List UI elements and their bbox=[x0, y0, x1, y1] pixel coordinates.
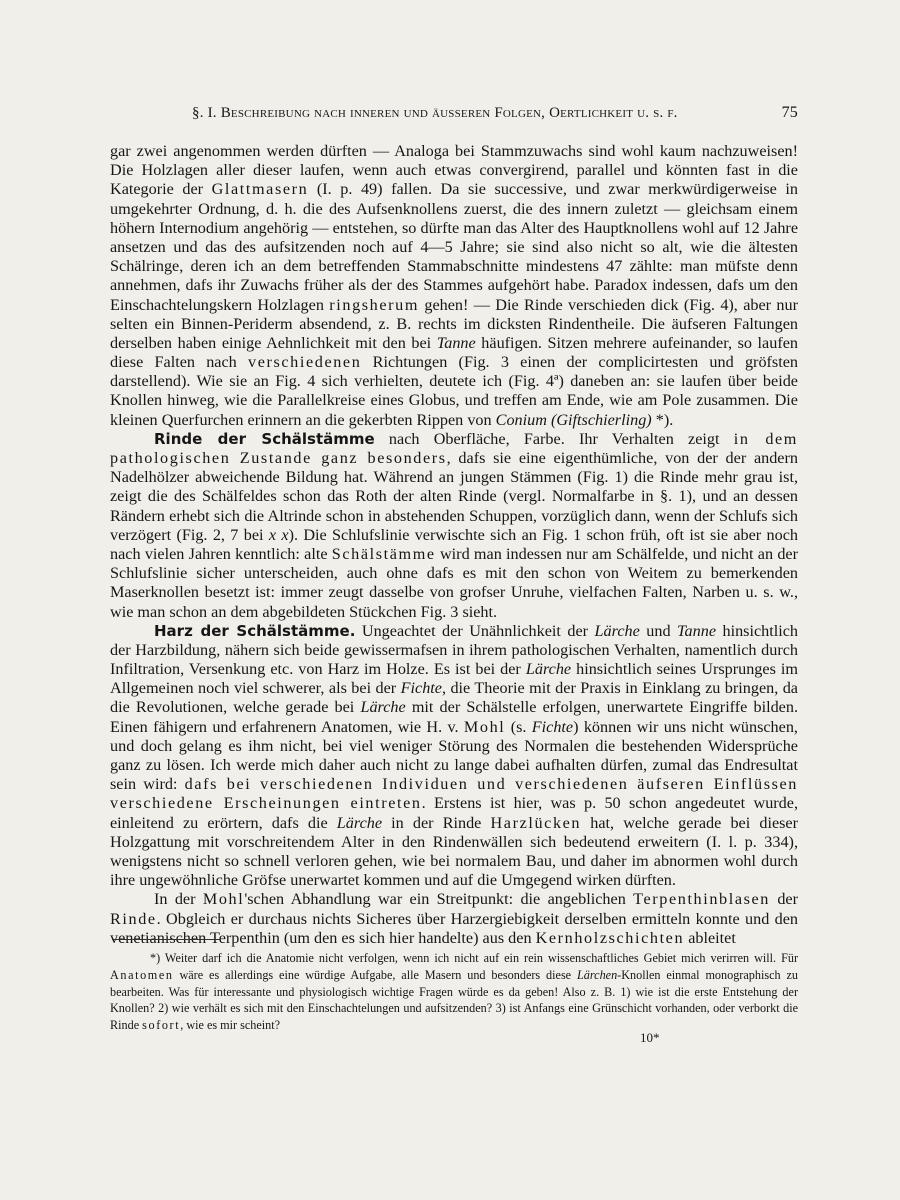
section-heading-harz: Harz der Schälstämme. bbox=[154, 621, 356, 640]
paragraph-3: Harz der Schälstämme. Ungeachtet der Unähnlichkeit der Lärche und Tanne hinsichtlich der Harzbildung, nähern sich beide gewissermafsen in ihrem pathologischen Verhalten, namentlich durch Infiltration, Versenkung etc. von Harz im Holze. Es ist bei der Lärche hinsichtlich seines Ursprunges im Allgemeinen noch viel schwerer, als bei der Fichte, die Theorie mit der Praxis in Einklang zu bringen, da die Revolutionen, welche gerade bei Lärche mit der Schälstelle erfolgen, unerwartete Eingriffe bilden. Einen fähigern und erfahrenern Anatomen, wie H. v. Mohl (s. Fichte) können wir uns nicht wünschen, und doch gelang es ihm nicht, bei viel weniger Störung des Normalen die bestehenden Widersprüche ganz zu lösen. Ich werde mich daher auch nicht zu lange dabei aufhalten dürfen, zumal das Endresultat sein wird: dafs bei verschiedenen Individuen und verschiedenen äufseren Einflüssen verschiedene Erscheinungen eintreten. Erstens ist hier, was p. 50 schon angedeutet wurde, einleitend zu erörtern, dafs die Lärche in der Rinde Harzlücken hat, welche gerade bei dieser Holzgattung mit vorschreitendem Alter in den Rindenwällen sich bedeutend erweitern (I. l. p. 334), wenigstens nicht so schnell verloren gehen, wie bei normalem Bau, und daher im abnormen wohl durch ihre ungewöhnliche Gröfse unerwartet kommen und auf die Umgegend wirken dürften. bbox=[110, 621, 799, 890]
main-text bbox=[110, 142, 798, 948]
paragraph-1: gar zwei angenommen werden dürften — Analoga bei Stammzuwachs sind wohl kaum nachzuweisen! Die Holzlagen aller dieser laufen, wenn auch etwas convergirend, parallel und könnten fast in die Kategorie der Glattmasern (I. p. 49) fallen. Da sie successive, und zwar merkwürdigerweise in umgekehrter Ordnung, d. h. die des Aufsenknollens zuerst, die des innern zuletzt — gleichsam einem höhern Internodium angehörig — entstehen, so dürfte man das Alter des Hauptknollens wohl auf 12 Jahre ansetzen und das des aufsitzenden noch auf 4—5 Jahre; sie sind also nicht so alt, wie die ältesten Schälringe, deren ich an dem betreffenden Stammabschnitte mindestens 47 zählte: man müfste denn annehmen, dafs ihr Zuwachs früher als der des Stammes aufgehört habe. Paradox indessen, dafs um den Einschachtelungskern Holzlagen ringsherum gehen! — Die Rinde verschieden dick (Fig. 4), aber nur selten ein Binnen-Periderm absendend, z. B. rechts im dicksten Rindentheile. Die äufseren Faltungen derselben haben einige Aehnlichkeit mit den bei Tanne häufigen. Sitzen mehrere aufeinander, so laufen diese Falten nach verschiedenen Richtungen (Fig. 3 einen der complicirtesten und gröfsten darstellend). Wie sie an Fig. 4 sich verhielten, deutete ich (Fig. 4ª) daneben an: sie laufen über beide Knollen hinweg, wie die Parallelkreise eines Globus, und treffen am Ende, wie am Pole zusammen. Die kleinen Querfurchen erinnern an die gekerbten Rippen von Conium (Giftschierling) *). bbox=[110, 142, 799, 429]
header-title: §. I. Beschreibung nach inneren und äusseren Folgen, Oertlichkeit u. s. f. bbox=[192, 105, 678, 121]
footnote-text: *) Weiter darf ich die Anatomie nicht verfolgen, wenn ich nicht auf ein rein wissenschaftliches Gebiet mich verirren will. Für Anatomen wäre es allerdings eine würdige Aufgabe, alle Masern und besonders diese Lärchen-Knollen einmal monographisch zu bearbeiten. Was für interessante und physiologisch wichtige Fragen würde es da geben! Also z. B. 1) wie ist die erste Entstehung der Knollen? 2) wie verhält es sich mit den Einschachtelungen und aufsitzenden? 3) ist Anfangs eine Grünschicht vorhanden, oder verborkt die Rinde sofort, wie es mir scheint? bbox=[110, 951, 798, 1033]
paragraph-2: Rinde der Schälstämme nach Oberfläche, Farbe. Ihr Verhalten zeigt in dem pathologischen Zustande ganz besonders, dafs sie eine eigenthümliche, von der der andern Nadelhölzer abweichende Bildung hat. Während an jungen Stämmen (Fig. 1) die Rinde mehr grau ist, zeigt die des Schälfeldes schon das Roth der alten Rinde (vergl. Normalfarbe in §. 1), und an dessen Rändern erhebt sich die Altrinde schon in abstehenden Schuppen, vorzüglich dann, wenn der Schlufs sich verzögert (Fig. 2, 7 bei x x). Die Schlufslinie verwischte sich an Fig. 1 schon früh, oft ist sie aber noch nach vielen Jahren kenntlich: alte Schälstämme wird man indessen nur am Schälfelde, und nicht an der Schlufslinie sicher unterscheiden, auch ohne dafs es mit den schon von Weitem zu bemerkenden Maserknollen besetzt ist: immer zeugt dasselbe von grofser Unruhe, vielfachen Falten, Narben u. s. w., wie man schon an dem abgebildeten Stückchen Fig. 3 sieht. bbox=[110, 429, 799, 621]
paragraph-4: In der Mohl'schen Abhandlung war ein Streitpunkt: die angeblichen Terpenthinblasen der Rinde. Obgleich er durchaus nichts Sicheres über Harzergiebigkeit derselben ermitteln konnte und den venetianischen Terpenthin (um den es sich hier handelte) aus den Kernholzschichten ableitet bbox=[110, 890, 799, 947]
signature-mark: 10* bbox=[640, 1030, 660, 1045]
footnote-divider bbox=[112, 939, 220, 940]
running-header bbox=[110, 104, 798, 122]
footnote bbox=[110, 950, 798, 1034]
page-number: 75 bbox=[781, 104, 798, 121]
section-heading-rinde: Rinde der Schälstämme bbox=[154, 429, 375, 448]
